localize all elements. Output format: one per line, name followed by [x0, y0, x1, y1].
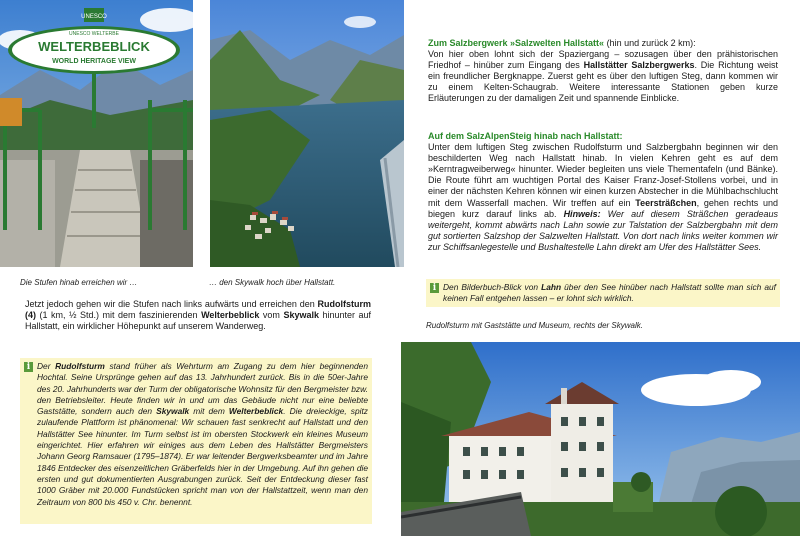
photo-stairs-welterbeblick — [0, 0, 193, 267]
sign-title: WELTERBEBLICK — [38, 39, 150, 54]
sign-subtitle: WORLD HERITAGE VIEW — [52, 58, 136, 65]
section-salzbergwerk: Zum Salzbergwerk »Salzwelten Hallstatt« (hin und zurück 2 km): Von hier oben lohnt sich der Spaziergang – sozusagen über den prähistorischen Friedhof – hinüber zum Eingang des Hallstätter Salzbergwerks. Die Richtung weist ein freundlicher Bergknappe. Zuerst geht es über den luftigen Steg, dann kommen wir zu einem Kelten-Schaugrab. Weitere interessante Stationen geben kurze Erläuterungen zu der damaligen Zeit und spannende Einblicke. — [428, 38, 778, 104]
photo-skywalk-hallstatt — [210, 0, 404, 267]
info-box-text: Der Rudolfsturm stand früher als Wehrturm am Zugang zu dem hier beginnenden Hochtal. Seine Ursprünge gehen auf das 13. Jahrhundert zurück. Bis in die 50er-Jahre des 20. Jahrhunderts war der Turm der obligatorische Wohnsitz für den Bergmeister bzw. den Betriebsleiter. Heute finden wir in und um das Gebäude nicht nur eine beliebte Gaststätte, sondern auch den Skywalk mit dem Welterbeblick. Die dreieckige, spitz zulaufende Plattform ist phänomenal: Wir schauen fast senkrecht auf Hallstatt und den Hallstätter See hinunter. Im Turm selbst ist im obersten Stockwerk ein kleines Museum eingerichtet. Hier erfahren wir einiges aus dem Leben des Hallstätter Bergmeisters Johann Georg Ramsauer (1795–1874). Er war leitender Bergwerksbeamter und im Jahre 1846 Entdecker des eisenzeitlichen Gräberfelds hier in der Umgebung. Auf ihn gehen die ersten und gut dokumentierten Ausgrabungen zurück. Seit der Entdeckung dieser fast 1000 Gräber mit 20.000 Fundstücken spricht man von der Hallstattzeit, wenn man den Zeitraum von 800 bis 450 v. Chr. benennt. — [37, 361, 369, 507]
info-box-text: Den Bilderbuch-Blick von Lahn über den See hinüber nach Hallstatt sollte man sich auf keinen Fall entgehen lassen – er lohnt sich wirklich. — [443, 282, 776, 304]
left-body-paragraph: Jetzt jedoch gehen wir die Stufen nach links aufwärts und erreichen den Rudolfsturm (4) (1 km, ½ Std.) mit dem faszinierenden Welterbeblick vom Skywalk hinunter auf Hallstatt, ein wirklicher Höhepunkt auf unserem Wanderweg. — [25, 299, 372, 332]
sign-small-top: UNESCO WELTERBE — [69, 31, 119, 37]
info-icon: i — [24, 362, 33, 372]
info-box-rudolfsturm — [20, 358, 372, 524]
info-box-lahn — [426, 279, 780, 307]
hint-label: Hinweis: — [563, 208, 601, 219]
heading-salzalpensteig: Auf dem SalzAlpenSteig hinab nach Hallstatt: — [428, 131, 623, 141]
welterbeblick-bold: Welterbeblick — [201, 310, 260, 321]
section-salzalpensteig: Auf dem SalzAlpenSteig hinab nach Hallstatt: Unter dem luftigen Steg zwischen Rudolfsturm und Salzbergbahn beginnen wir den beschilderten Weg nach Hallstatt hinab. In vielen Kehren geht es auf dem »Kerntragweiberweg« hinunter. Wieder begleiten uns viele Thementafeln (und Bänke). Die Route führt am wuchtigen Portal des Kaiser Franz-Josef-Stollens vorbei, und in einer der nächsten Kehren können wir einen kurzen Abstecher in die Mühlbachschlucht mit dem Wasserfall machen. Wir treffen auf ein Teersträßchen, gehen rechts und biegen kurz darauf links ab. Hinweis: Wer auf diesem Sträßchen geradeaus weitergeht, kommt abwärts nach Lahn sowie zur Talstation der Salzbergbahn mit dem gut sortierten Salzshop der Salzwelten Hallstatt. Von dort nach links weiter kommen wir zur Schiffsanlegestelle und Bushaltestelle Lahn direkt am Ufer des Hallstätter Sees. — [428, 131, 778, 252]
heading-salzbergwerk: Zum Salzbergwerk »Salzwelten Hallstatt« — [428, 38, 605, 48]
caption-photo2: … den Skywalk hoch über Hallstatt. — [209, 278, 336, 287]
caption-photo3: Rudolfsturm mit Gaststätte und Museum, rechts der Skywalk. — [426, 321, 643, 330]
rudolfsturm-bold: Rudolfsturm (4) — [25, 299, 371, 321]
photo-rudolfsturm — [401, 342, 800, 536]
info-icon: i — [430, 283, 439, 293]
skywalk-bold: Skywalk — [283, 310, 319, 321]
svg-text:UNESCO: UNESCO — [81, 14, 107, 20]
caption-photo1: Die Stufen hinab erreichen wir … — [20, 278, 138, 287]
